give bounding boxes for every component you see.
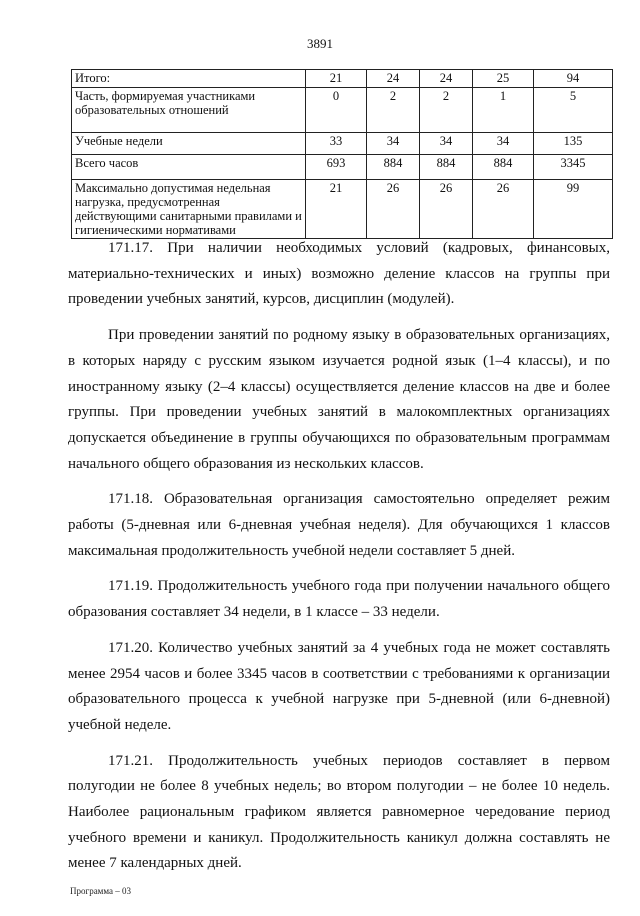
row-label: Итого: [72,70,306,88]
table-row-total [72,70,613,88]
paragraph-171-18: 171.18. Образовательная организация самостоятельно определяет режим работы (5-дневная или 6-дневная учебная неделя). Для обучающихся 1 классов максимальная продолжительность учебной недели составляет 5 дней. [68,491,610,559]
row-label: Учебные недели [72,133,306,155]
table-row-weeks [72,133,613,155]
table-cell: 1 [473,88,534,133]
row-label: Максимально допустимая недельная нагрузка, предусмотренная действующими санитарными правилами и гигиеническими нормативами [72,180,306,239]
table-cell: 21 [306,70,367,88]
paragraph-171-19: 171.19. Продолжительность учебного года при получении начального общего образования составляет 34 недели, в 1 классе – 33 недели. [68,578,610,621]
table-cell: 884 [367,155,420,180]
footer-label: Программа – 03 [70,886,132,896]
table-cell: 693 [306,155,367,180]
table-cell: 34 [420,133,473,155]
table-cell: 26 [367,180,420,239]
table-cell: 99 [534,180,613,239]
table-cell: 135 [534,133,613,155]
paragraph-171-17: 171.17. При наличии необходимых условий (кадровых, финансовых, материально-технических и иных) возможно деление классов на группы при проведении учебных занятий, курсов, дисциплин (модулей). [68,240,610,308]
table-cell: 24 [420,70,473,88]
body-text [68,236,610,877]
table-cell: 94 [534,70,613,88]
table-cell: 34 [473,133,534,155]
table-cell: 33 [306,133,367,155]
table-cell: 2 [420,88,473,133]
row-label: Всего часов [72,155,306,180]
table-cell: 3345 [534,155,613,180]
table-cell: 884 [473,155,534,180]
table-cell: 26 [420,180,473,239]
paragraph-171-21: 171.21. Продолжительность учебных периодов составляет в первом полугодии не более 8 учебных недель; во втором полугодии – не более 10 недель. Наиболее рациональным графиком является равномерное чередование период учебного времени и каникул. Продолжительность каникул должна составлять не менее 7 календарных дней. [68,752,610,872]
table-row-max-load [72,180,613,239]
study-plan-table [71,69,613,239]
page-number: 3891 [307,36,333,51]
table-cell: 2 [367,88,420,133]
table-cell: 26 [473,180,534,239]
table-cell: 0 [306,88,367,133]
table-cell: 5 [534,88,613,133]
table-row-variable-part [72,88,613,133]
table-cell: 34 [367,133,420,155]
paragraph-171-20: 171.20. Количество учебных занятий за 4 учебных года не может составлять менее 2954 часов и более 3345 часов в соответствии с требованиями к организации образовательного процесса к учебной нагрузке при 5-дневной (или 6-дневной) учебной неделе. [68,639,610,733]
table-cell: 25 [473,70,534,88]
table-cell: 21 [306,180,367,239]
table-cell: 24 [367,70,420,88]
row-label: Часть, формируемая участниками образовательных отношений [72,88,306,133]
table-row-total-hours [72,155,613,180]
table-cell: 884 [420,155,473,180]
paragraph-native-language: При проведении занятий по родному языку в образовательных организациях, в которых наряду с русским языком изучается родной язык (1–4 классы), и по иностранному языку (2–4 классы) осуществляется деление классов на две и более группы. При проведении учебных занятий в малокомплектных организациях допускается объединение в группы обучающихся по образовательным программам начального общего образования из нескольких классов. [68,327,610,472]
